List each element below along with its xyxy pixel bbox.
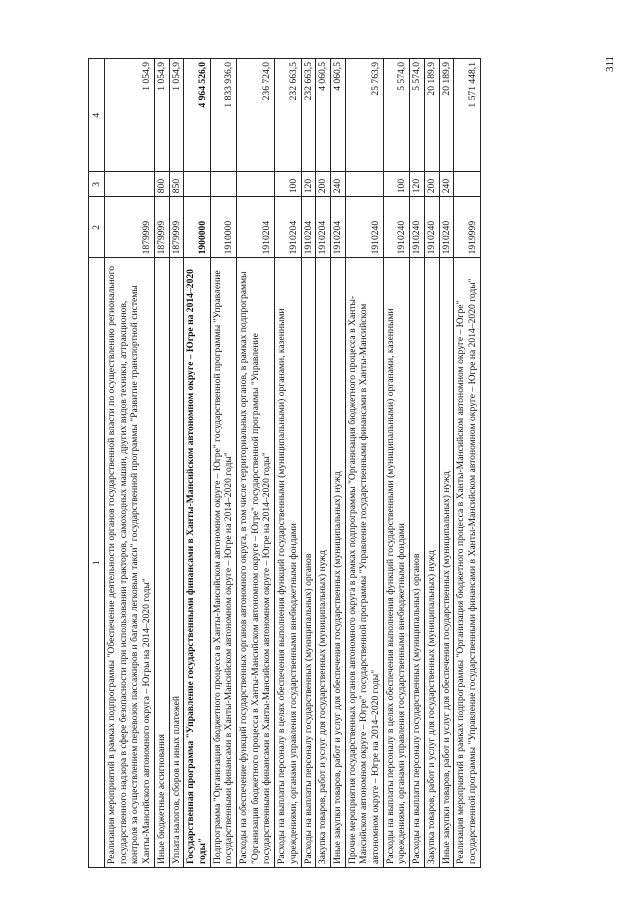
table-row: [184, 59, 210, 868]
table-row: [237, 59, 275, 868]
row-expense-type: 200: [316, 172, 331, 197]
row-amount: 1 054,9: [105, 59, 155, 172]
table-row: [330, 59, 345, 868]
row-description: Прочие мероприятия государственных органов автономного округа в рамках подпрограммы "Организация бюджетного процесса в Ханты-Мансийском автономном округе – Югре" государственной программы "Управление государственными финансами в Ханты-Мансийском автономном округе – Югре на 2014–2020 годы": [345, 258, 383, 868]
row-amount: 20 189,9: [439, 59, 454, 172]
row-description: Закупка товаров, работ и услуг для государственных (муниципальных) нужд: [316, 258, 331, 868]
row-amount: 4 964 526,0: [184, 59, 210, 172]
row-expense-type: 850: [169, 172, 184, 197]
table-row: [410, 59, 425, 868]
row-code: 1900000: [184, 197, 210, 258]
row-expense-type: 120: [410, 172, 425, 197]
row-amount: 5 574,0: [410, 59, 425, 172]
budget-table: [88, 58, 481, 868]
row-code: 1910240: [383, 197, 409, 258]
row-description: Иные закупки товаров, работ и услуг для обеспечения государственных (муниципальных) нужд: [330, 258, 345, 868]
table-row: [105, 59, 155, 868]
row-amount: 232 663,5: [275, 59, 301, 172]
row-expense-type: 240: [439, 172, 454, 197]
row-expense-type: [184, 172, 210, 197]
row-amount: 236 724,0: [237, 59, 275, 172]
table-row: [454, 59, 480, 868]
row-amount: 232 663,5: [301, 59, 316, 172]
table-row: [345, 59, 383, 868]
header-row: [89, 59, 105, 868]
row-code: 1910000: [210, 197, 236, 258]
row-description: Расходы на выплаты персоналу государственных (муниципальных) органов: [410, 258, 425, 868]
row-expense-type: 100: [275, 172, 301, 197]
row-code: 1910240: [424, 197, 439, 258]
table-row: [301, 59, 316, 868]
row-code: 1879999: [154, 197, 169, 258]
row-code: 1910240: [439, 197, 454, 258]
row-code: 1879999: [105, 197, 155, 258]
row-description: Иные бюджетные ассигнования: [154, 258, 169, 868]
row-code: 1919999: [454, 197, 480, 258]
row-expense-type: [237, 172, 275, 197]
table-row: [316, 59, 331, 868]
row-expense-type: 240: [330, 172, 345, 197]
row-code: 1910204: [275, 197, 301, 258]
row-amount: 1 571 448,1: [454, 59, 480, 172]
row-amount: 20 189,9: [424, 59, 439, 172]
row-expense-type: 100: [383, 172, 409, 197]
row-description: Государственная программа "Управление государственными финансами в Ханты-Мансийском автономном округе – Югре на 2014–2020 годы": [184, 258, 210, 868]
row-amount: 5 574,0: [383, 59, 409, 172]
row-expense-type: 800: [154, 172, 169, 197]
row-description: Иные закупки товаров, работ и услуг для обеспечения государственных (муниципальных) нужд: [439, 258, 454, 868]
row-code: 1910240: [345, 197, 383, 258]
row-code: 1879999: [169, 197, 184, 258]
row-code: 1910204: [301, 197, 316, 258]
row-description: Расходы на выплаты персоналу в целях обеспечения выполнения функций государственными (муниципальными) органами, казенными учреждениями, органами управления государственными внебюджетными фондами: [383, 258, 409, 868]
table-row: [439, 59, 454, 868]
row-description: Реализация мероприятий в рамках подпрограммы "Организация бюджетного процесса в Ханты-Мансийском автономном округе – Югре" государственной программы "Управление государственными финансами в Ханты-Мансийском автономном округе – Югре на 2014–2020 годы": [454, 258, 480, 868]
row-code: 1910240: [410, 197, 425, 258]
rotated-table-container: [88, 58, 593, 868]
row-description: Расходы на выплаты персоналу государственных (муниципальных) органов: [301, 258, 316, 868]
page-number: [602, 50, 622, 80]
row-amount: 25 763,9: [345, 59, 383, 172]
row-expense-type: [345, 172, 383, 197]
header-cell-2: 2: [89, 197, 105, 258]
row-description: Реализация мероприятий в рамках подпрограммы "Обеспечение деятельности органов государственной власти по осуществлению регионального государственного надзора в сфере безопасности при использовании тракторов, самоходных машин, других видов техники, аттракционов, контроля за осуществлением перевозок пассажиров и багажа легковым такси" государственной программы "Развитие транспортной системы Ханты-Мансийского автономного округа – Югры на 2014–2020 годы": [105, 258, 155, 868]
row-expense-type: 120: [301, 172, 316, 197]
header-cell-1: 1: [89, 258, 105, 868]
row-amount: 1 054,9: [169, 59, 184, 172]
row-amount: 4 060,5: [330, 59, 345, 172]
table-row: [169, 59, 184, 868]
row-expense-type: [454, 172, 480, 197]
table-row: [383, 59, 409, 868]
row-description: Уплата налогов, сборов и иных платежей: [169, 258, 184, 868]
table-row: [275, 59, 301, 868]
row-description: Закупка товаров, работ и услуг для государственных (муниципальных) нужд: [424, 258, 439, 868]
row-code: 1910204: [316, 197, 331, 258]
row-description: Подпрограмма "Организация бюджетного процесса в Ханты-Мансийском автономном округе – Югре" государственной программы "Управление государственными финансами в Ханты-Мансийском автономном округе – Югре на 2014–2020 годы": [210, 258, 236, 868]
row-amount: 4 060,5: [316, 59, 331, 172]
row-description: Расходы на выплаты персоналу в целях обеспечения выполнения функций государственными (муниципальными) органами, казенными учреждениями, органами управления государственными внебюджетными фондами: [275, 258, 301, 868]
row-expense-type: 200: [424, 172, 439, 197]
header-cell-4: 4: [89, 59, 105, 172]
page-number-text: 311: [604, 55, 617, 73]
row-expense-type: [105, 172, 155, 197]
header-cell-3: 3: [89, 172, 105, 197]
table-row: [210, 59, 236, 868]
table-row: [154, 59, 169, 868]
table-row: [424, 59, 439, 868]
row-amount: 1 054,9: [154, 59, 169, 172]
row-code: 1910204: [330, 197, 345, 258]
row-description: Расходы на обеспечение функций государственных органов автономного округа, в том числе территориальных органов, в рамках подпрограммы "Организация бюджетного процесса в Ханты-Мансийском автономном округе – Югре" государственной программы "Управление государственными финансами в Ханты-Мансийском автономном округе – Югре на 2014–2020 годы": [237, 258, 275, 868]
row-code: 1910204: [237, 197, 275, 258]
row-expense-type: [210, 172, 236, 197]
table-body: [105, 59, 481, 868]
row-amount: 1 833 936,0: [210, 59, 236, 172]
